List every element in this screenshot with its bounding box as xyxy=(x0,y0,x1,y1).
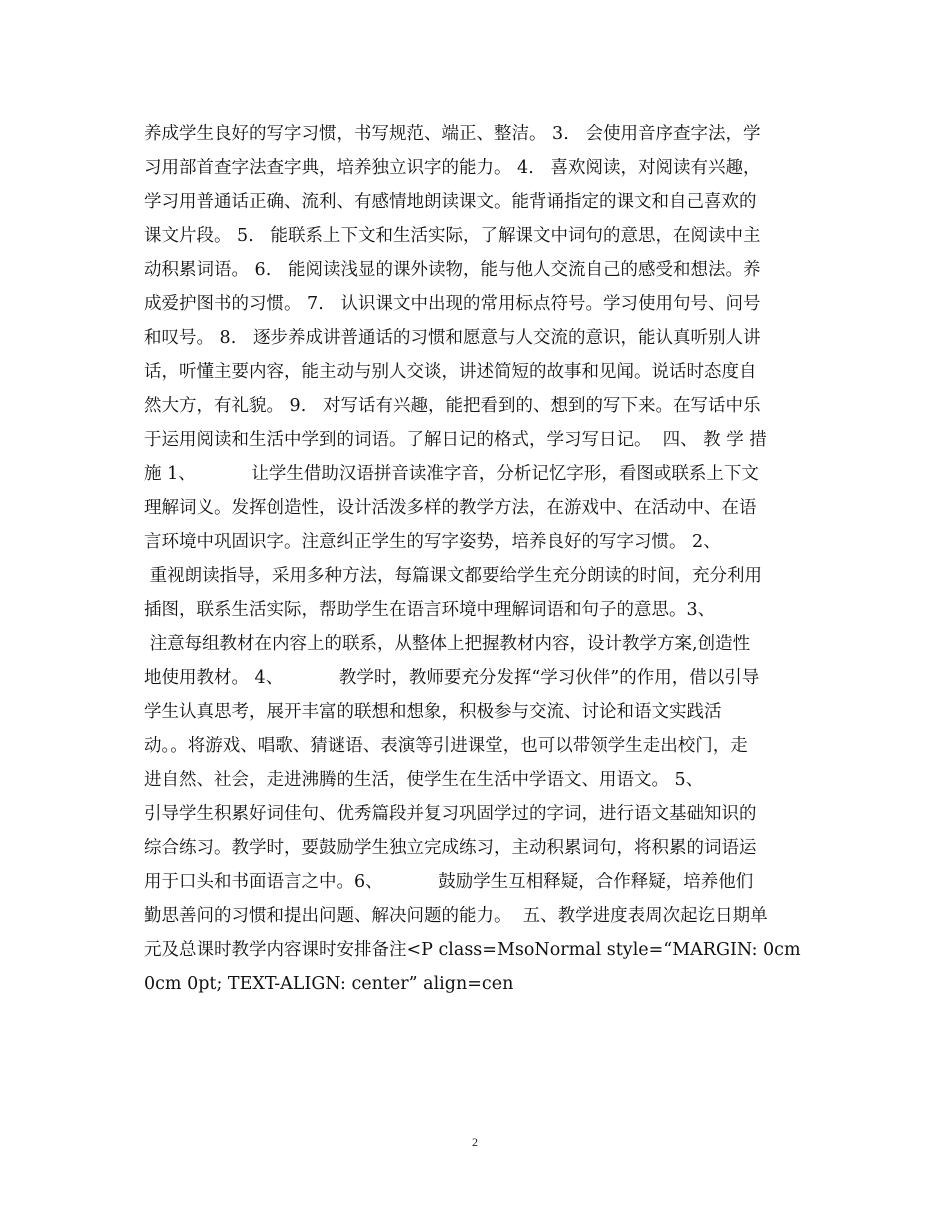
text-line: 成爱护图书的习惯。 7. 认识课文中出现的常用标点符号。学习使用句号、问号 xyxy=(144,294,761,314)
text-line: 插图，联系生活实际，帮助学生在语言环境中理解词语和句子的意思。3、 xyxy=(144,600,716,620)
text-line: 和叹号。 8. 逐步养成讲普通话的习惯和愿意与人交流的意识，能认真听别人讲 xyxy=(144,328,761,348)
text-line: 注意每组教材在内容上的联系，从整体上把握教材内容，设计教学方案,创造性 xyxy=(144,634,751,654)
text-line: 习用部首查字法查字典，培养独立识字的能力。 4. 喜欢阅读，对阅读有兴趣， xyxy=(144,158,761,178)
text-line: 话，听懂主要内容，能主动与别人交谈，讲述简短的故事和见闻。说话时态度自 xyxy=(144,362,757,382)
text-line: 动。。将游戏、唱歌、猜谜语、表演等引进课堂，也可以带领学生走出校门，走 xyxy=(144,736,748,756)
text-line: 进自然、社会，走进沸腾的生活，使学生在生活中学语文、用语文。 5、 xyxy=(144,770,704,790)
text-line: 地使用教材。 4、 教学时，教师要充分发挥“学习伙伴”的作用，借以引导 xyxy=(144,668,760,688)
text-line: 用于口头和书面语言之中。6、 鼓励学生互相释疑，合作释疑，培养他们 xyxy=(144,872,754,892)
text-line: 引导学生积累好词佳句、优秀篇段并复习巩固学过的字词，进行语文基础知识的 xyxy=(144,804,757,824)
text-line: 学习用普通话正确、流利、有感情地朗读课文。能背诵指定的课文和自己喜欢的 xyxy=(144,192,757,212)
page-number: 2 xyxy=(472,1135,478,1149)
text-line: 学生认真思考，展开丰富的联想和想象，积极参与交流、讨论和语文实践活 xyxy=(144,702,722,722)
text-line: 课文片段。 5. 能联系上下文和生活实际，了解课文中词句的意思，在阅读中主 xyxy=(144,226,761,246)
text-line: 养成学生良好的写字习惯，书写规范、端正、整洁。 3. 会使用音序查字法，学 xyxy=(144,124,761,144)
text-line: 施 1、 让学生借助汉语拼音读准字音，分析记忆字形，看图或联系上下文 xyxy=(144,464,759,484)
text-line: 勤思善问的习惯和提出问题、解决问题的能力。 五、教学进度表周次起讫日期单 xyxy=(144,906,768,926)
text-line: 0cm 0pt; TEXT-ALIGN: center” align=cen xyxy=(144,974,514,994)
text-line: 元及总课时教学内容课时安排备注<P class=MsoNormal style=“MARGIN: 0cm xyxy=(144,940,801,960)
text-line: 言环境中巩固识字。注意纠正学生的写字姿势，培养良好的写字习惯。 2、 xyxy=(144,532,721,552)
text-line: 动积累词语。 6. 能阅读浅显的课外读物，能与他人交流自己的感受和想法。养 xyxy=(144,260,761,280)
text-line: 理解词义。发挥创造性，设计活泼多样的教学方法，在游戏中、在活动中、在语 xyxy=(144,498,757,518)
body-text xyxy=(144,117,824,1001)
text-line: 综合练习。教学时，要鼓励学生独立完成练习，主动积累词句，将积累的词语运 xyxy=(144,838,757,858)
text-line: 重视朗读指导，采用多种方法，每篇课文都要给学生充分朗读的时间，充分利用 xyxy=(144,566,763,586)
text-line: 然大方，有礼貌。 9. 对写话有兴趣，能把看到的、想到的写下来。在写话中乐 xyxy=(144,396,761,416)
text-line: 于运用阅读和生活中学到的词语。了解日记的格式，学习写日记。 四、 教 学 措 xyxy=(144,430,767,450)
